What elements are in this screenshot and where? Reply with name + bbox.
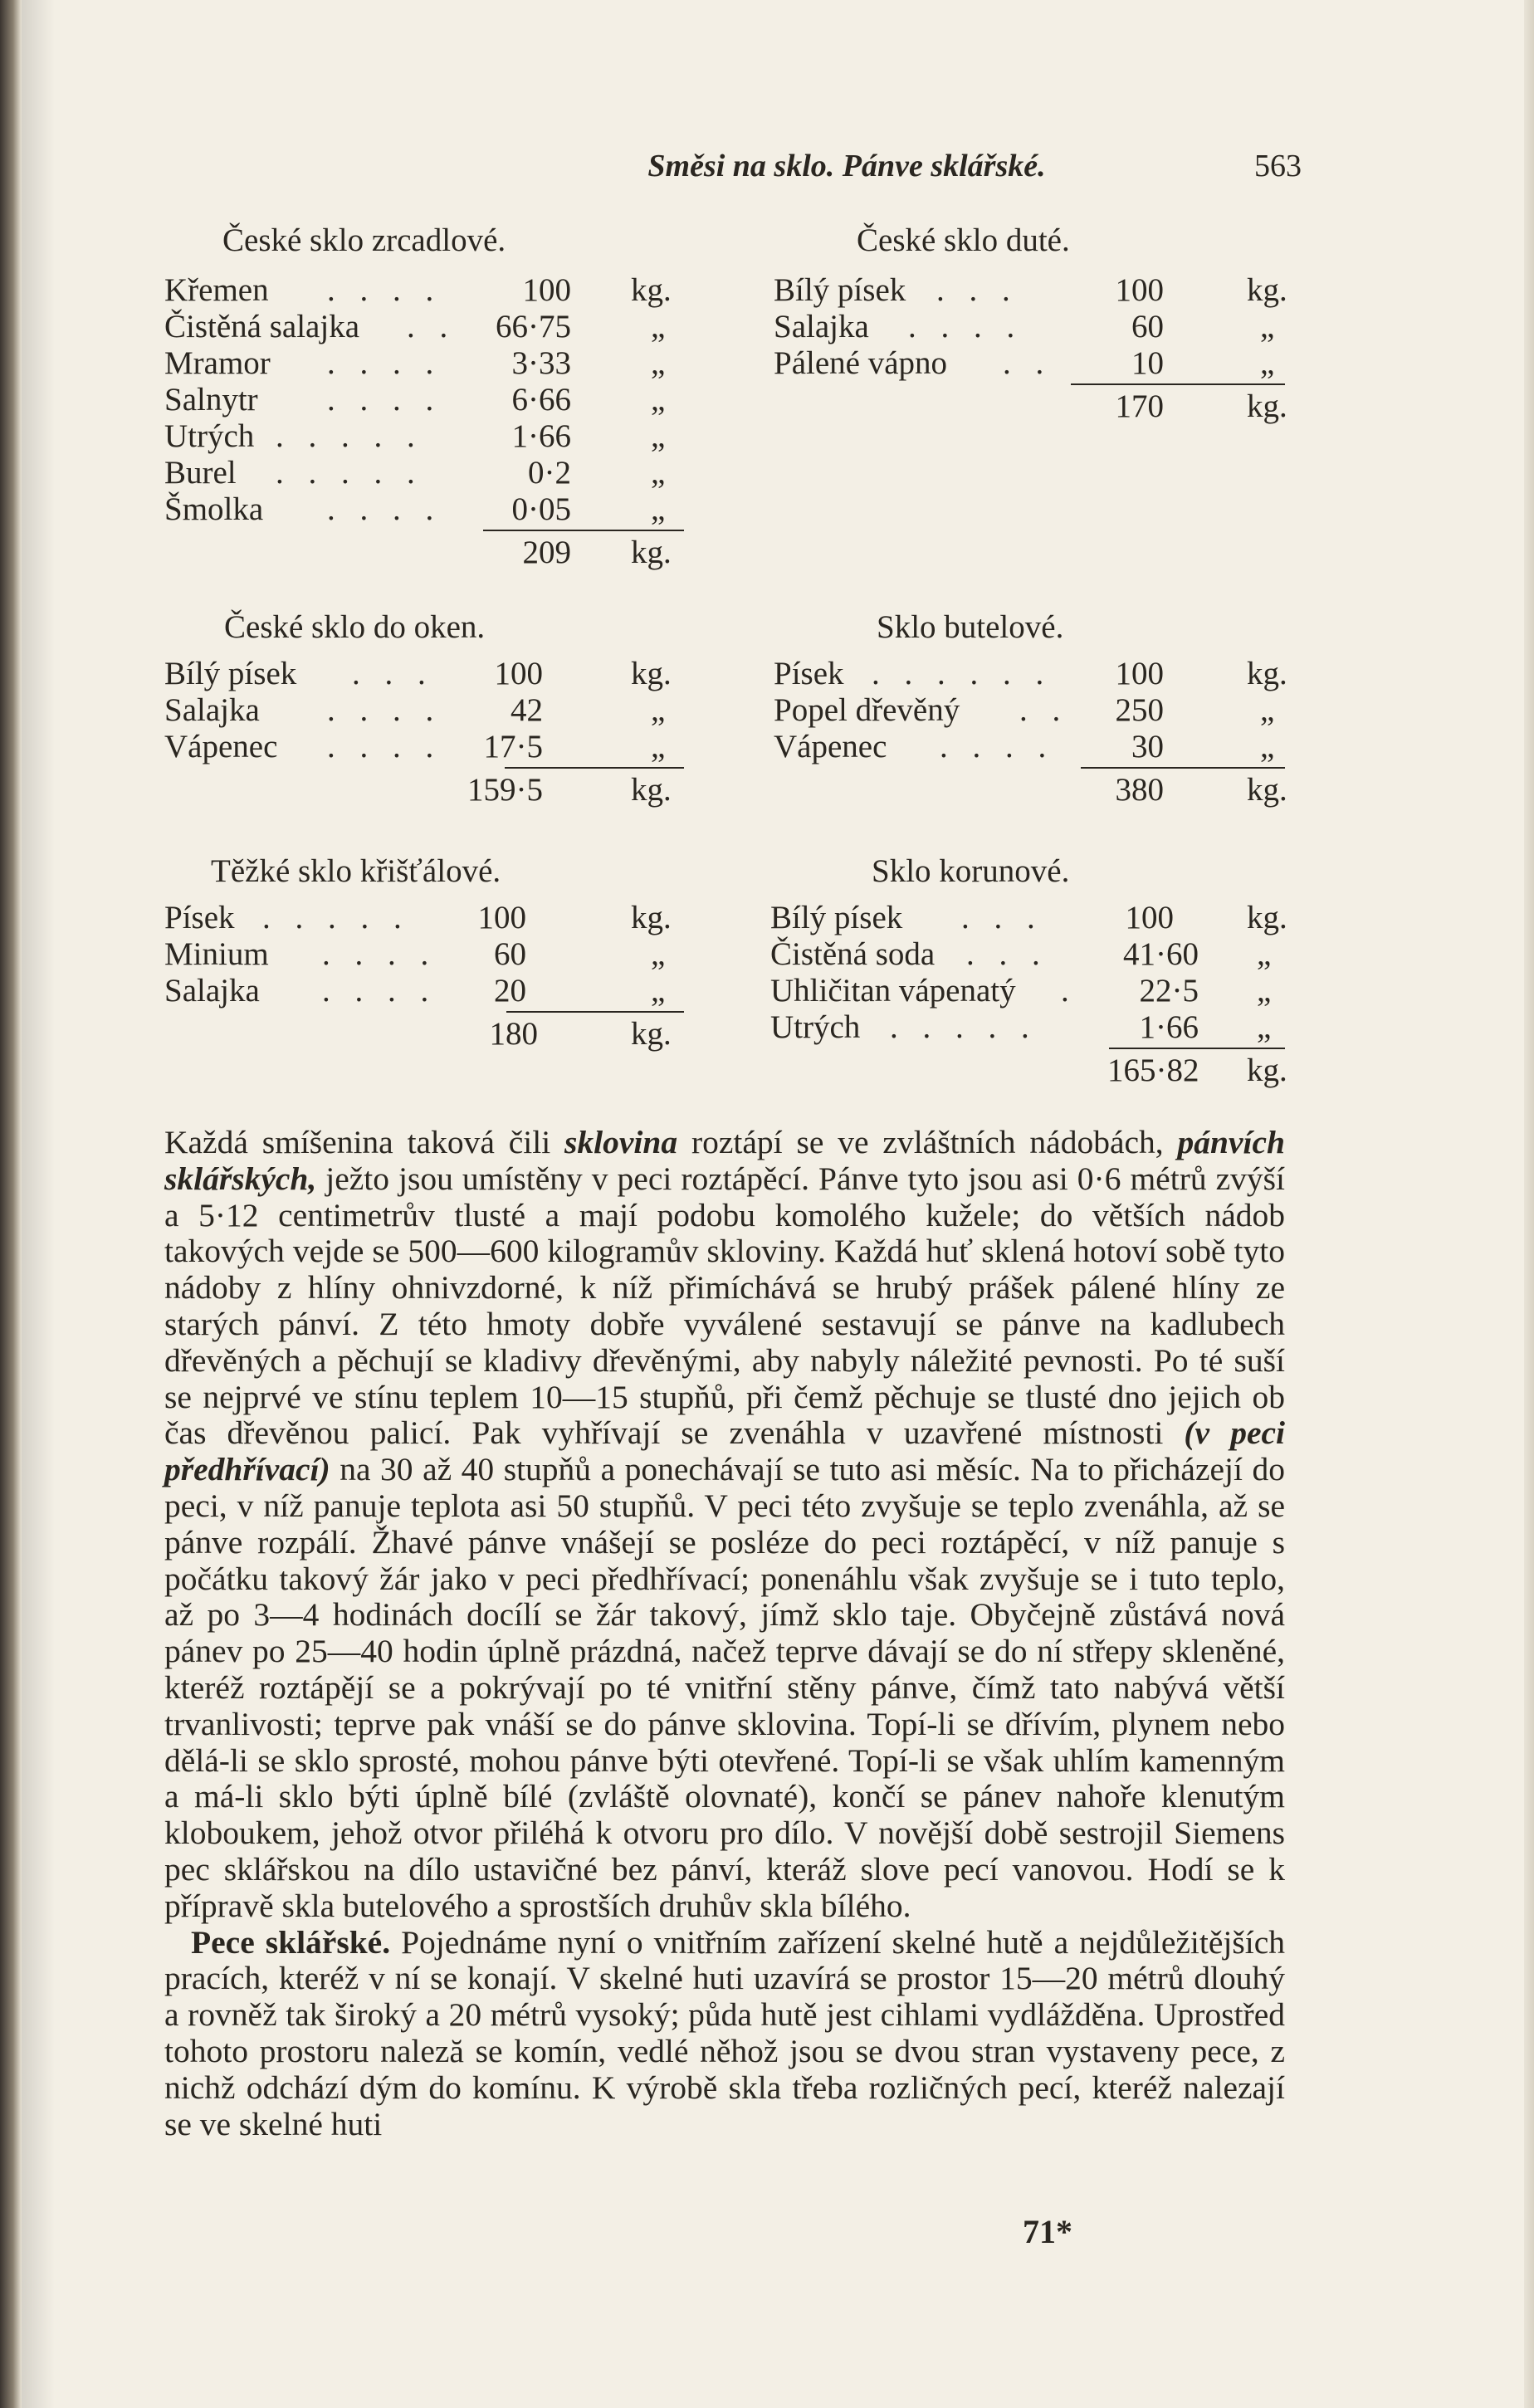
ingredient: Čistěná salajka — [164, 309, 360, 344]
unit: „ — [651, 418, 666, 454]
unit: „ — [1260, 692, 1275, 728]
ingredient: Utrých — [164, 418, 255, 454]
quantity: 100 — [1125, 900, 1174, 935]
ingredient: Pálené vápno — [774, 345, 948, 381]
total-quantity: 380 — [1115, 772, 1164, 808]
total-quantity: 165·82 — [1107, 1053, 1199, 1088]
quantity: 22·5 — [1139, 973, 1199, 1009]
unit: kg. — [631, 272, 672, 308]
leader-dots: . . . — [966, 936, 1048, 972]
quantity: 66·75 — [496, 309, 571, 344]
recipe-row — [164, 692, 696, 729]
recipe-crown-glass — [770, 853, 1305, 1102]
recipe-row — [774, 656, 1305, 692]
leader-dots: . . . . . — [890, 1009, 1038, 1045]
leader-dots: . . . — [936, 272, 1019, 308]
ingredient: Burel — [164, 455, 237, 491]
ingredient: Salajka — [164, 692, 260, 728]
unit: „ — [1257, 936, 1272, 972]
sum-rule — [1109, 1048, 1285, 1049]
ingredient: Šmolka — [164, 491, 264, 527]
ingredient: Bílý písek — [770, 900, 903, 935]
recipe-row — [774, 729, 1305, 765]
recipe-row — [164, 418, 696, 455]
leader-dots: . . . . — [940, 729, 1055, 764]
recipe-row — [164, 272, 696, 309]
quantity: 100 — [522, 272, 571, 308]
unit: „ — [651, 936, 666, 972]
total-quantity: 159·5 — [467, 772, 543, 808]
sum-rule — [506, 1011, 684, 1013]
recipe-row — [164, 729, 696, 765]
total-quantity: 209 — [522, 535, 571, 570]
total-unit: kg. — [631, 1016, 672, 1052]
unit: „ — [651, 309, 666, 344]
unit: „ — [651, 729, 666, 764]
recipe-row — [164, 973, 696, 1009]
book-binding — [0, 0, 22, 2408]
leader-dots: . . — [1019, 692, 1069, 728]
quantity: 3·33 — [511, 345, 571, 381]
section-heading: Pece sklářské. — [191, 1923, 391, 1961]
quantity: 42 — [511, 692, 543, 728]
leader-dots: . . . . . — [262, 900, 410, 935]
unit: „ — [651, 973, 666, 1009]
quantity: 41·60 — [1123, 936, 1199, 972]
sum-rule — [1081, 767, 1285, 769]
unit: „ — [651, 455, 666, 491]
ingredient: Bílý písek — [774, 272, 906, 308]
recipe-row — [164, 936, 696, 973]
ingredient: Popel dřevěný — [774, 692, 960, 728]
recipe-row — [164, 382, 696, 418]
leader-dots: . . . . — [327, 692, 442, 728]
total-unit: kg. — [631, 772, 672, 808]
quantity: 0·2 — [528, 455, 571, 491]
unit: „ — [651, 491, 666, 527]
leader-dots: . . — [1003, 345, 1053, 381]
quantity: 100 — [1115, 272, 1164, 308]
recipe-title: Těžké sklo křišťálové. — [211, 853, 501, 889]
recipe-row — [164, 455, 696, 491]
paragraph-glass-pots: Každá smíšenina taková čili sklovina roztápí se ve zvláštních nádobách, pánvích sklářských, ježto jsou umístěny v peci roztápěcí. Pánve tyto jsou asi 0·6 métrů zvýší a 5·12 centimetrův tlusté a mají podobu komolého kužele; do větších nádob takových vejde se 500—600 kilogramův skloviny. Každá huť sklená hotoví sobě tyto nádoby z hlíny ohnivzdorné, k níž přimíchává se hrubý prášek pálené hlíny ze starých pánví. Z této hmoty dobře vyválené sestavují se pánve na kadlubech dřevěných a pěchují se kladivy dřevěnými, aby nabyly náležité pevnosti. Po té suší se nejprvé ve stínu teplem 10—15 stupňů, při čemž pěchuje se tlusté dno jejich ob čas dřevěnou palicí. Pak vyhřívají se zvenáhla v uzavřené místnosti (v peci předhřívací) na 30 až 40 stupňů a ponechávají se tuto asi měsíc. Na to přicházejí do peci, v níž panuje teplota asi 50 stupňů. V peci této zvyšuje se teplo zvenáhla, až se pánve rozpálí. Žhavé pánve vnášejí se posléze do peci roztápěcí, v níž panuje s počátku takový žár jako v peci předhřívací; ponenáhlu však zvyšuje se i tuto teplo, až po 3—4 hodinách docílí se žár takový, jímž sklo taje. Obyčejně zůstává nová pánev po 25—40 hodin úplně prázdná, načež teprve dávají se do ní střepy skleněné, kteréž roztápějí se a pokrývají po té vnitřní stěny pánve, čímž tato nabývá větší trvanlivosti; teprve pak vnáší se do pánve sklovina. Topí-li se dřívím, plynem nebo dělá-li se sklo sprosté, mohou pánve býti otevřené. Topí-li se však uhlím kamenným a má-li sklo býti úplně bílé (zvláště olovnaté), končí se pánev nahoře klenutým kloboukem, jehož otvor přiléhá k otvoru pro dílo. V novější době sestrojil Siemens pec sklářskou na dílo ustavičné bez pánví, kteráž slove pecí vanovou. Hodí se k přípravě skla butelového a sprostších druhův skla bílého. — [164, 1124, 1285, 1924]
ingredient: Utrých — [770, 1009, 861, 1045]
leader-dots: . . . . — [327, 382, 442, 418]
recipe-hollow-glass — [774, 222, 1305, 438]
quantity: 30 — [1131, 729, 1164, 764]
signature-mark: 71* — [1023, 2213, 1072, 2250]
quantity: 20 — [494, 973, 526, 1009]
recipe-row — [164, 491, 696, 528]
total-quantity: 170 — [1115, 388, 1164, 424]
total-unit: kg. — [1247, 772, 1287, 808]
recipe-total — [164, 772, 696, 808]
spine-shadow — [22, 0, 55, 2408]
leader-dots: . . . . — [322, 973, 437, 1009]
paragraph-glass-furnaces: Pece sklářské. Pojednáme nyní o vnitřním zařízení skelné hutě a nejdůležitějších pracích, kteréž v ní se konají. V skelné huti uzavírá se prostor 15—20 métrů dlouhý a rovněž tak široký a 20 métrů vysoký; půda hutě jest cihlami vydlážděna. Uprostřed tohoto prostoru naleză se komín, vedlé něhož jsou se dvou stran vystaveny pece, z nichž odchází dým do komínu. K výrobě skla třeba rozličných pecí, kteréž nalezají se ve skelné huti — [164, 1923, 1285, 2142]
unit: kg. — [1247, 272, 1287, 308]
term-preheat-furnace: (v peci předhřívací) — [164, 1414, 1285, 1488]
leader-dots: . . . . — [908, 309, 1023, 344]
leader-dots: . . . — [961, 900, 1043, 935]
quantity: 100 — [494, 656, 543, 691]
unit: „ — [1257, 973, 1272, 1009]
leader-dots: . . — [407, 309, 457, 344]
unit: kg. — [1247, 900, 1287, 935]
quantity: 6·66 — [511, 382, 571, 418]
total-quantity: 180 — [489, 1016, 538, 1052]
leader-dots: . . . . — [327, 729, 442, 764]
ingredient: Písek — [164, 900, 235, 935]
ingredient: Bílý písek — [164, 656, 297, 691]
recipe-row — [164, 656, 696, 692]
recipe-mirror-glass — [164, 222, 696, 579]
recipe-row — [774, 309, 1305, 345]
ingredient: Salajka — [774, 309, 869, 344]
unit: „ — [1260, 345, 1275, 381]
ingredient: Čistěná soda — [770, 936, 936, 972]
unit: „ — [651, 382, 666, 418]
recipe-total — [164, 535, 696, 571]
ingredient: Křemen — [164, 272, 269, 308]
recipe-title: České sklo do oken. — [224, 609, 486, 645]
recipe-title: České sklo zrcadlové. — [222, 222, 506, 258]
recipe-row — [774, 272, 1305, 309]
recipe-row — [770, 900, 1305, 936]
page-number: 563 — [1254, 149, 1302, 183]
leader-dots: . . . . — [327, 491, 442, 527]
quantity: 100 — [1115, 656, 1164, 691]
recipe-row — [164, 309, 696, 345]
unit: kg. — [631, 900, 672, 935]
unit: „ — [1260, 729, 1275, 764]
quantity: 1·66 — [511, 418, 571, 454]
sum-rule — [483, 530, 684, 531]
recipe-crystal-glass — [164, 853, 696, 1061]
recipe-window-glass — [164, 609, 696, 817]
recipe-row — [164, 900, 696, 936]
ingredient: Uhličitan vápenatý — [770, 973, 1016, 1009]
ingredient: Mramor — [164, 345, 271, 381]
recipe-title: Sklo butelové. — [877, 609, 1064, 645]
quantity: 100 — [477, 900, 526, 935]
recipe-bottle-glass — [774, 609, 1305, 817]
ingredient: Vápenec — [774, 729, 887, 764]
recipe-total — [770, 1053, 1305, 1089]
unit: „ — [651, 345, 666, 381]
recipe-row — [774, 345, 1305, 382]
quantity: 0·05 — [511, 491, 571, 527]
quantity: 10 — [1131, 345, 1164, 381]
quantity: 250 — [1115, 692, 1164, 728]
quantity: 60 — [1131, 309, 1164, 344]
recipe-total — [774, 388, 1305, 425]
leader-dots: . . . — [352, 656, 434, 691]
total-unit: kg. — [1247, 388, 1287, 424]
body-text — [164, 1125, 1285, 2142]
leader-dots: . . . . . . — [872, 656, 1053, 691]
term-sklovina: sklovina — [564, 1124, 678, 1160]
unit: kg. — [631, 656, 672, 691]
leader-dots: . . . . . — [276, 455, 423, 491]
recipe-row — [774, 692, 1305, 729]
recipe-row — [770, 936, 1305, 973]
recipe-total — [164, 1016, 696, 1053]
ingredient: Písek — [774, 656, 844, 691]
ingredient: Salnytr — [164, 382, 258, 418]
recipe-row — [164, 345, 696, 382]
page-edge — [1524, 0, 1534, 2408]
unit: „ — [651, 692, 666, 728]
running-header: Směsi na sklo. Pánve sklářské. — [647, 149, 1046, 183]
leader-dots: . . . . . — [276, 418, 423, 454]
sum-rule — [505, 767, 684, 769]
ingredient: Minium — [164, 936, 269, 972]
recipe-title: České sklo duté. — [857, 222, 1070, 258]
recipe-row — [770, 973, 1305, 1009]
quantity: 60 — [494, 936, 526, 972]
sum-rule — [1071, 383, 1285, 385]
unit: „ — [1257, 1009, 1272, 1045]
total-unit: kg. — [631, 535, 672, 570]
quantity: 1·66 — [1139, 1009, 1199, 1045]
ingredient: Vápenec — [164, 729, 278, 764]
ingredient: Salajka — [164, 973, 260, 1009]
unit: kg. — [1247, 656, 1287, 691]
term-panve: pánvích sklářských, — [164, 1124, 1285, 1197]
recipe-title: Sklo korunové. — [872, 853, 1070, 889]
unit: „ — [1260, 309, 1275, 344]
recipe-total — [774, 772, 1305, 808]
leader-dots: . . . . — [322, 936, 437, 972]
total-unit: kg. — [1247, 1053, 1287, 1088]
leader-dots: . — [1061, 973, 1077, 1009]
recipe-row — [770, 1009, 1305, 1046]
leader-dots: . . . . — [327, 272, 442, 308]
quantity: 17·5 — [483, 729, 543, 764]
leader-dots: . . . . — [327, 345, 442, 381]
